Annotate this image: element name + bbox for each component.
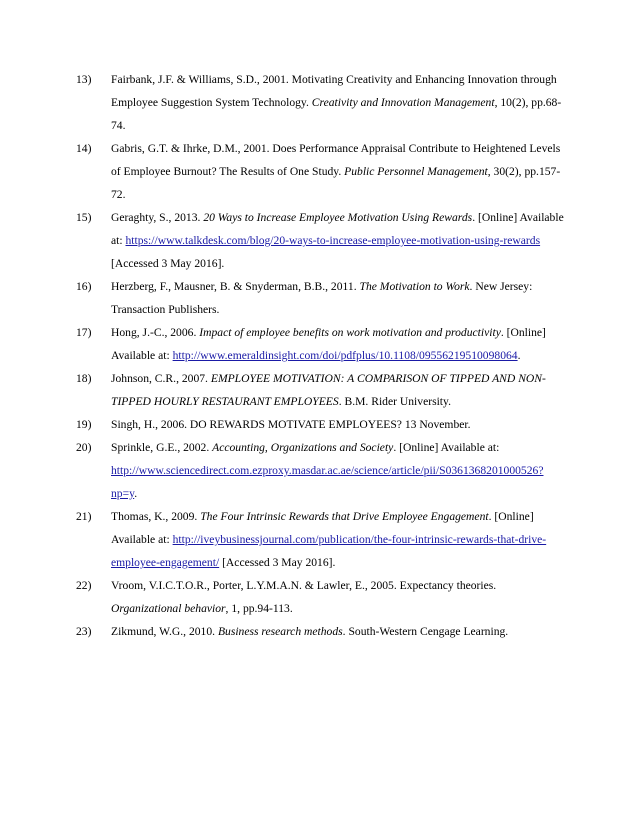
reference-item: [76, 137, 566, 206]
reference-item: [76, 275, 566, 321]
reference-segment: [Accessed 3 May 2016].: [111, 257, 225, 270]
reference-title: Impact of employee benefits on work motivation and productivity: [199, 326, 501, 339]
reference-number: 17): [76, 326, 92, 339]
reference-segment: , 1, pp.94-113.: [225, 602, 293, 615]
reference-text: [111, 574, 566, 620]
reference-segment: .: [517, 349, 521, 362]
reference-number: 20): [76, 441, 92, 454]
reference-number: 18): [76, 372, 92, 385]
reference-item: [76, 206, 566, 275]
reference-item: [76, 321, 566, 367]
reference-text: [111, 620, 566, 643]
reference-number: 16): [76, 280, 92, 293]
reference-title: 20 Ways to Increase Employee Motivation Using Rewards: [203, 211, 473, 224]
reference-url-link[interactable]: http://www.emeraldinsight.com/doi/pdfplus/10.1108/09556219510098064: [172, 349, 518, 362]
reference-segment: Singh, H., 2006. DO REWARDS MOTIVATE EMPLOYEES? 13 November.: [111, 418, 471, 431]
reference-number: 23): [76, 625, 92, 638]
reference-number: 21): [76, 510, 92, 523]
reference-url-link[interactable]: http://iveybusinessjournal.com/publication/the-four-intrinsic-rewards-that-drive-employee-engagement/: [111, 533, 547, 569]
reference-text: [111, 137, 566, 206]
reference-text: [111, 321, 566, 367]
reference-item: [76, 413, 566, 436]
reference-text: [111, 275, 566, 321]
reference-segment: . South-Western Cengage Learning.: [342, 625, 509, 638]
reference-segment: Fairbank, J.F. & Williams, S.D., 2001. Motivating Creativity and Enhancing Innovation through Employee Suggestion System Technology.: [111, 73, 557, 109]
reference-segment: Hong, J.-C., 2006.: [111, 326, 200, 339]
reference-number: 13): [76, 73, 92, 86]
reference-number: 19): [76, 418, 92, 431]
reference-number: 14): [76, 142, 92, 155]
reference-segment: , 30(2), pp.157-72.: [111, 165, 561, 201]
reference-title: EMPLOYEE MOTIVATION: A COMPARISON OF TIPPED AND NON-TIPPED HOURLY RESTAURANT EMPLOYEES: [111, 372, 546, 408]
reference-segment: Sprinkle, G.E., 2002.: [111, 441, 213, 454]
reference-item: [76, 367, 566, 413]
reference-segment: . [Online] Available at:: [111, 211, 564, 247]
reference-segment: .: [134, 487, 138, 500]
reference-item: [76, 68, 566, 137]
reference-segment: Vroom, V.I.C.T.O.R., Porter, L.Y.M.A.N. & Lawler, E., 2005. Expectancy theories.: [111, 579, 497, 592]
reference-item: [76, 505, 566, 574]
reference-title: Organizational behavior: [111, 602, 226, 615]
reference-title: Creativity and Innovation Management: [311, 96, 495, 109]
reference-segment: Herzberg, F., Mausner, B. & Snyderman, B.B., 2011.: [111, 280, 360, 293]
reference-item: [76, 620, 566, 643]
reference-segment: . New Jersey: Transaction Publishers.: [111, 280, 533, 316]
reference-url-link[interactable]: http://www.sciencedirect.com.ezproxy.masdar.ac.ae/science/article/pii/S0361368201000526?np=y: [111, 464, 544, 500]
reference-text: [111, 367, 566, 413]
reference-title: Business research methods: [217, 625, 343, 638]
reference-item: [76, 436, 566, 505]
reference-text: [111, 206, 566, 275]
reference-number: 15): [76, 211, 92, 224]
reference-number: 22): [76, 579, 92, 592]
reference-text: [111, 436, 566, 505]
reference-segment: . B.M. Rider University.: [338, 395, 451, 408]
reference-url-link[interactable]: https://www.talkdesk.com/blog/20-ways-to-increase-employee-motivation-using-rewards: [125, 234, 541, 247]
reference-text: [111, 505, 566, 574]
reference-segment: . [Online] Available at:: [111, 510, 534, 546]
reference-segment: . [Online] Available at:: [393, 441, 500, 454]
reference-segment: [Accessed 3 May 2016].: [219, 556, 336, 569]
reference-segment: Geraghty, S., 2013.: [111, 211, 204, 224]
reference-text: [111, 68, 566, 137]
reference-segment: Zikmund, W.G., 2010.: [111, 625, 218, 638]
reference-segment: Gabris, G.T. & Ihrke, D.M., 2001. Does Performance Appraisal Contribute to Heightened Levels of Employee Burnout? The Results of One Study.: [111, 142, 561, 178]
reference-title: The Four Intrinsic Rewards that Drive Employee Engagement: [200, 510, 489, 523]
reference-title: Public Personnel Management: [344, 165, 488, 178]
reference-segment: . [Online] Available at:: [111, 326, 546, 362]
reference-list: [76, 68, 566, 643]
reference-text: [111, 413, 566, 436]
reference-segment: Thomas, K., 2009.: [111, 510, 201, 523]
reference-title: Accounting, Organizations and Society: [212, 441, 394, 454]
reference-item: [76, 574, 566, 620]
reference-segment: Johnson, C.R., 2007.: [111, 372, 211, 385]
reference-title: The Motivation to Work: [359, 280, 470, 293]
reference-segment: , 10(2), pp.68-74.: [111, 96, 562, 132]
